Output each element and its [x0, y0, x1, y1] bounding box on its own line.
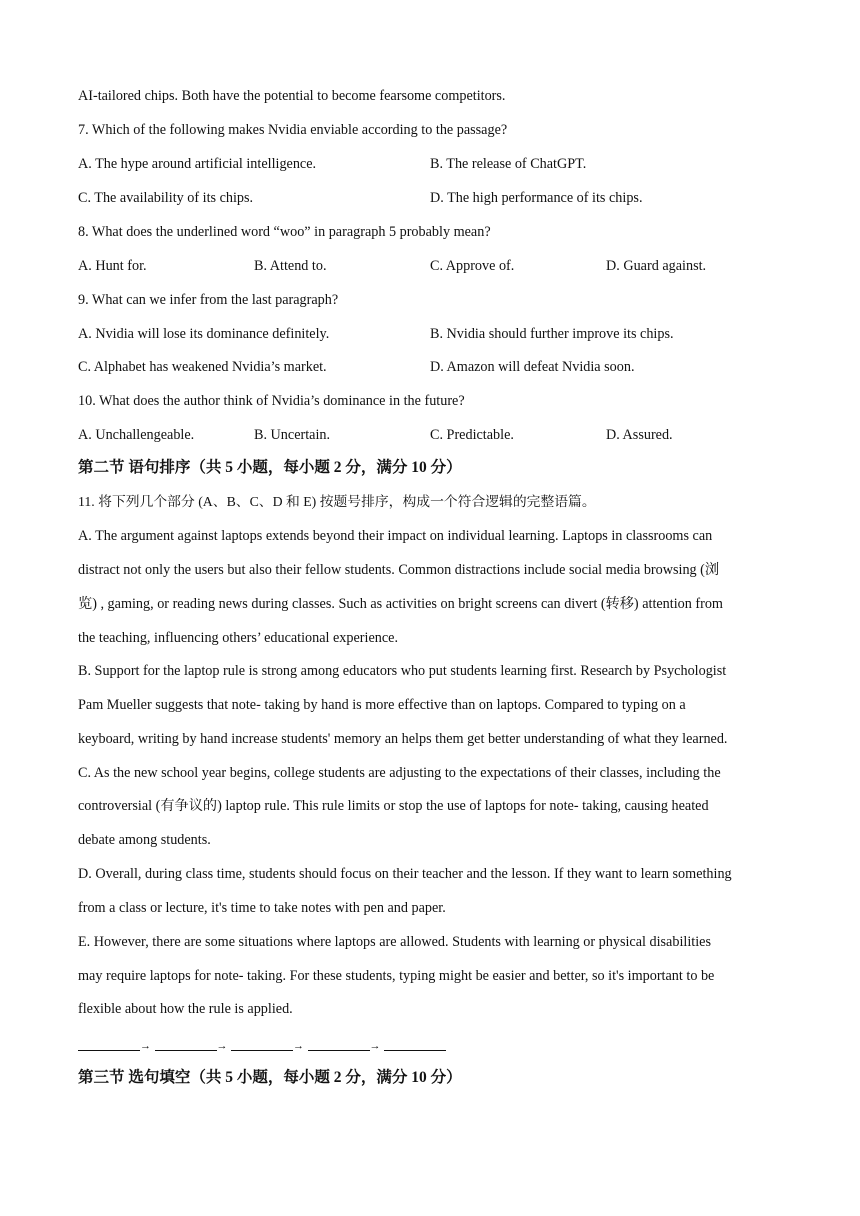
paragraph-a-line-3: 览) , gaming, or reading news during classes. Such as activities on bright screens can divert (转移) attention from: [78, 596, 723, 612]
paragraph-b-line-1: B. Support for the laptop rule is strong among educators who put students learning first. Research by Psychologist: [78, 663, 727, 679]
answer-blank-4[interactable]: [308, 1036, 370, 1051]
paragraph-d-line-2: from a class or lecture, it's time to take notes with pen and paper.: [78, 900, 446, 916]
q9-option-a: A. Nvidia will lose its dominance definitely.: [78, 326, 330, 342]
paragraph-c-line-2: controversial (有争议的) laptop rule. This rule limits or stop the use of laptops for note- taking, causing heated: [78, 798, 709, 814]
paragraph-d-line-1: D. Overall, during class time, students should focus on their teacher and the lesson. If they want to learn something: [78, 866, 732, 882]
q10-option-c: C. Predictable.: [430, 427, 514, 443]
paragraph-b-line-3: keyboard, writing by hand increase students' memory an helps them get better understanding of what they learned.: [78, 731, 728, 747]
q7-option-d: D. The high performance of its chips.: [430, 190, 643, 206]
arrow-3: →: [293, 1040, 304, 1052]
q8-option-a: A. Hunt for.: [78, 258, 147, 274]
q10-option-a: A. Unchallengeable.: [78, 427, 195, 443]
paragraph-e-line-2: may require laptops for note- taking. For these students, typing might be easier and better, so it's important to be: [78, 968, 715, 984]
paragraph-e-line-1: E. However, there are some situations where laptops are allowed. Students with learning or physical disabilities: [78, 934, 711, 950]
q7-option-c: C. The availability of its chips.: [78, 190, 254, 206]
q10-option-b: B. Uncertain.: [254, 427, 331, 443]
q7-option-b: B. The release of ChatGPT.: [430, 156, 587, 172]
answer-blank-5[interactable]: [384, 1036, 446, 1051]
q8-option-d: D. Guard against.: [606, 258, 707, 274]
question-10-stem: 10. What does the author think of Nvidia’s dominance in the future?: [78, 393, 465, 409]
answer-blank-2[interactable]: [155, 1036, 217, 1051]
arrow-4: →: [369, 1040, 381, 1052]
paragraph-a-line-4: the teaching, influencing others’ educational experience.: [78, 630, 398, 646]
question-9-stem: 9. What can we infer from the last paragraph?: [78, 292, 339, 308]
q9-option-d: D. Amazon will defeat Nvidia soon.: [430, 359, 635, 375]
order-answer-blanks: [78, 1036, 446, 1058]
q8-option-b: B. Attend to.: [254, 258, 327, 274]
q10-option-d: D. Assured.: [606, 427, 673, 443]
paragraph-e-line-3: flexible about how the rule is applied.: [78, 1001, 293, 1017]
q9-option-b: B. Nvidia should further improve its chips.: [430, 326, 674, 342]
paragraph-a-line-1: A. The argument against laptops extends beyond their impact on individual learning. Laptops in classrooms can: [78, 528, 713, 544]
answer-blank-3[interactable]: [231, 1036, 293, 1051]
paragraph-c-line-1: C. As the new school year begins, college students are adjusting to the expectations of their classes, including the: [78, 765, 721, 781]
passage-continuation: AI-tailored chips. Both have the potential to become fearsome competitors.: [78, 88, 506, 104]
q9-option-c: C. Alphabet has weakened Nvidia’s market.: [78, 359, 327, 375]
question-8-stem: 8. What does the underlined word “woo” in paragraph 5 probably mean?: [78, 224, 491, 240]
arrow-1: →: [140, 1040, 151, 1052]
q8-option-c: C. Approve of.: [430, 258, 515, 274]
q7-option-a: A. The hype around artificial intelligence.: [78, 156, 317, 172]
paragraph-c-line-3: debate among students.: [78, 832, 211, 848]
question-11-instruction: 11. 将下列几个部分 (A、B、C、D 和 E) 按题号排序，构成一个符合逻辑的完整语篇。: [78, 494, 596, 509]
question-7-stem: 7. Which of the following makes Nvidia enviable according to the passage?: [78, 122, 508, 138]
paragraph-b-line-2: Pam Mueller suggests that note- taking by hand is more effective than on laptops. Compared to typing on a: [78, 697, 686, 713]
section-2-heading: 第二节 语句排序（共 5 小题，每小题 2 分，满分 10 分）: [78, 459, 462, 476]
arrow-2: →: [216, 1040, 228, 1052]
section-3-heading: 第三节 选句填空（共 5 小题，每小题 2 分，满分 10 分）: [78, 1069, 462, 1086]
answer-blank-1[interactable]: [78, 1036, 140, 1051]
paragraph-a-line-2: distract not only the users but also their fellow students. Common distractions include social media browsing (浏: [78, 562, 720, 578]
